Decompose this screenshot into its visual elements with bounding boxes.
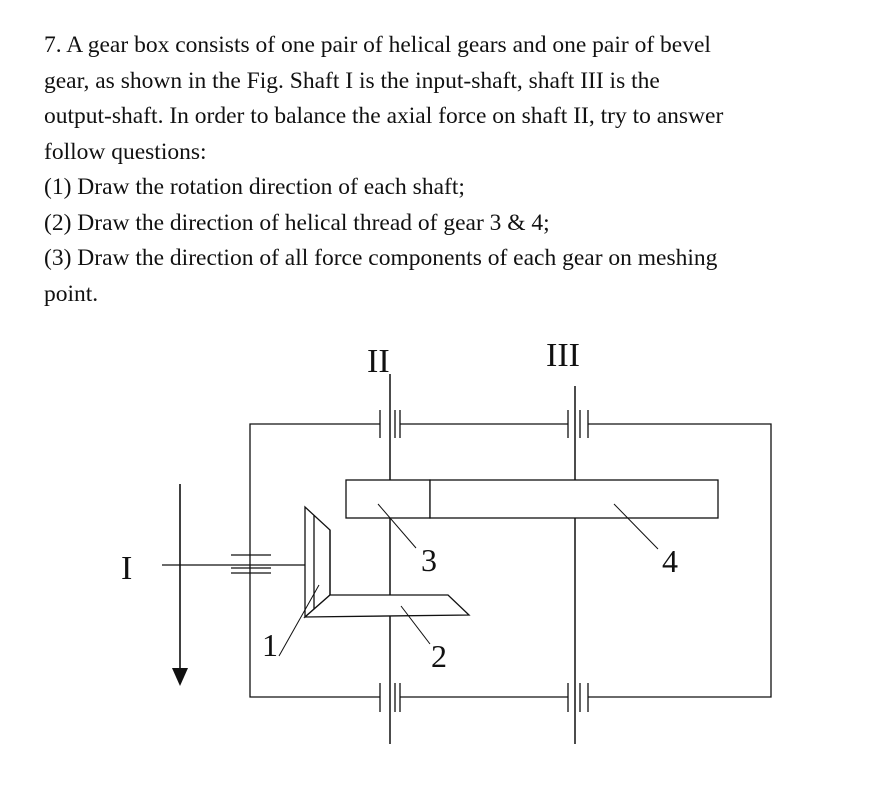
question-item-3-cont: point. <box>44 280 99 307</box>
shaft-label-ii: II <box>367 343 390 380</box>
question-item-1: (1) Draw the rotation direction of each shaft; <box>44 174 465 200</box>
bearing-shaft-i <box>231 555 271 573</box>
question-line-4: follow questions: <box>44 138 207 165</box>
gear-3-body <box>346 480 430 518</box>
question-line-3: output-shaft. In order to balance the axial force on shaft II, try to answer <box>44 103 724 129</box>
gear-label-3: 3 <box>421 542 437 578</box>
gear-1-leader <box>279 585 319 656</box>
question-item-2: (2) Draw the direction of helical thread of gear 3 & 4; <box>44 209 550 236</box>
gear-label-2: 2 <box>431 638 447 674</box>
bearing-shaft-iii-bottom <box>568 683 588 712</box>
shaft-label-iii: III <box>546 337 580 374</box>
question-line-2: gear, as shown in the Fig. Shaft I is the input-shaft, shaft III is the <box>44 67 660 94</box>
bearing-shaft-iii-top <box>568 410 588 438</box>
question-item-3: (3) Draw the direction of all force components of each gear on meshing <box>44 245 718 271</box>
gear-label-4: 4 <box>662 543 678 579</box>
shaft-label-i: I <box>121 550 133 587</box>
arrow-head-icon <box>172 668 188 686</box>
question-line-1: 7. A gear box consists of one pair of helical gears and one pair of bevel <box>44 32 711 58</box>
gear-2-bevel <box>305 595 469 617</box>
gear-4-body <box>430 480 718 518</box>
gear-label-1: 1 <box>262 627 278 663</box>
